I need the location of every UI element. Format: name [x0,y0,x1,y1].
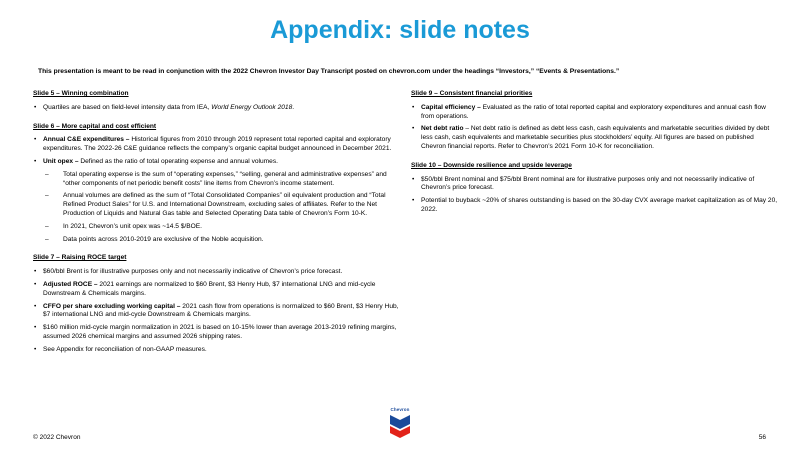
bullet-text: Defined as the ratio of total operating expense and annual volumes. [80,157,278,165]
section-title: Slide 9 – Consistent financial priorities [411,90,533,97]
bullet-lead: Capital efficiency – [421,103,483,111]
bullet-item [33,268,401,277]
right-column [411,90,779,225]
bullet-lead: Annual C&E expenditures – [43,136,132,144]
sub-bullet-item: – Data points across 2010-2019 are exclusive of the Noble acquisition. [43,236,401,245]
section-title: Slide 6 – More capital and cost efficient [33,122,157,130]
bullet-text: $50/bbl Brent nominal and $75/bbl Brent nominal are for illustrative purposes only and not necessarily indicative of Chevron’s price forecast. [421,175,755,192]
bullet-item [411,125,779,151]
bullet-list [33,104,401,113]
chevron-logo [386,407,414,441]
bullet-list [33,136,401,244]
bullet-item [411,176,779,194]
left-column [33,90,401,365]
bullet-item [33,136,401,154]
bullet-item [33,324,401,342]
sub-bullet-item: – Annual volumes are defined as the sum of “Total Consolidated Companies” oil equivalent production and “Total Refined Product Sales” for U.S. and International Downstream, excluding sales of affiliates. Refer to the Net Production of Liquids and Natural Gas table and Selected Operating Data table of Chevron’s Form 10-K. [43,192,401,218]
bullet-text: – Net debt ratio is defined as debt less cash, cash equivalents and marketable securities divided by debt less cash, cash equivalents and marketable securities plus stockholders’ equity. All figures are based on published Chevron financial reports. Refer to Chevron’s 2021 Form 10-K for reconciliation. [421,125,770,150]
page-title: Appendix: slide notes [270,16,530,44]
page-number: 56 [758,434,766,441]
copyright: © 2022 Chevron [33,434,81,441]
bullet-text: 2021 cash flow from operations is normalized to $60 Brent, $3 Henry Hub, $7 international LNG and mid-cycle Downstream & Chemicals margins. [43,302,399,319]
bullet-item [33,346,401,355]
logo-text: Chevron [390,407,410,412]
bullet-text: 2021 earnings are normalized to $60 Brent, $3 Henry Hub, $7 international LNG and mid-cycle Downstream & Chemicals margins. [43,280,376,297]
notes-section [33,123,401,245]
bullet-text: $160 million mid-cycle margin normalization in 2021 is based on 10-15% lower than average 2013-2019 refining margins, assumed 2026 chemical margins and assumed 2026 shipping rates. [43,324,397,340]
bullet-lead: Unit opex – [43,157,81,165]
bullet-tail: . [292,103,295,111]
bullet-item [411,104,779,122]
bullet-item [33,104,401,113]
bullet-list [411,176,779,215]
bullet-item [33,303,401,321]
sub-bullet-item: – In 2021, Chevron’s unit opex was ~14.5 $/BOE. [43,223,401,232]
bullet-italic: World Energy Outlook 2018 [211,103,293,111]
bullet-text: Historical figures from 2010 through 2019 represent total reported capital and exploratory expenditures. The 2022-26 C&E guidance reflects the company’s organic capital budget announced in December 2021. [43,136,392,153]
notes-section [33,254,401,354]
section-title: Slide 5 – Winning combination [33,90,129,97]
chevron-emblem-icon [389,413,411,439]
sub-bullet-item: – Total operating expense is the sum of “operating expenses,” “selling, general and administrative expenses” and “other components of net periodic benefit costs” line items from Chevron’s income statement. [43,171,401,189]
section-title: Slide 10 – Downside resilience and upside leverage [411,161,572,169]
notes-section [411,90,779,152]
bullet-text: $60/bbl Brent is for illustrative purposes only and not necessarily indicative of Chevron’s price forecast. [43,268,343,276]
bullet-text: Potential to buyback ~20% of shares outstanding is based on the 30-day CVX average market capitalization as of May 20, 2022. [421,197,778,213]
bullet-lead: Adjusted ROCE – [43,280,100,288]
bullet-text: Quartiles are based on field-level intensity data from IEA, [43,103,212,111]
bullet-list [33,268,401,354]
notes-section [411,162,779,215]
bullet-list [411,104,779,152]
section-title: Slide 7 – Raising ROCE target [33,254,127,262]
bullet-item [33,281,401,299]
bullet-item [33,158,401,244]
bullet-lead: Net debt ratio [421,125,464,133]
bullet-text: Evaluated as the ratio of total reported capital and exploratory expenditures and annual cash flow from operations. [421,103,766,120]
bullet-text: See Appendix for reconciliation of non-GAAP measures. [43,345,207,353]
bullet-lead: CFFO per share excluding working capital – [43,302,183,310]
sub-bullet-list [43,171,401,245]
notes-section [33,90,401,113]
bullet-item [411,197,779,215]
page-subtitle: This presentation is meant to be read in conjunction with the 2022 Chevron Investor Day Transcript posted on chevron.com under the headings “Investors,” “Events & Presentations.” [38,68,620,75]
